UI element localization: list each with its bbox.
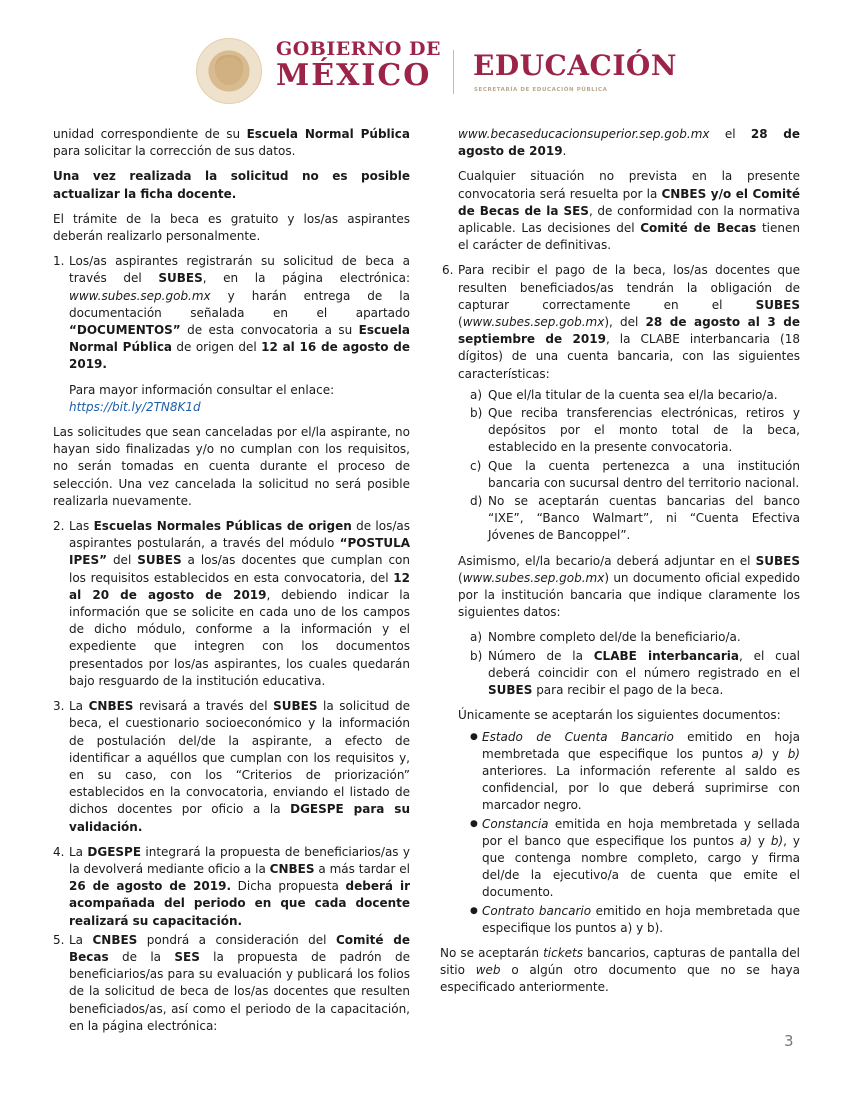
sep-subtitle: SECRETARÍA DE EDUCACIÓN PÚBLICA	[474, 87, 608, 93]
paragraph: Únicamente se aceptarán los siguientes documentos:	[458, 708, 781, 723]
numbered-item-3: 3. La CNBES revisará a través del SUBES la solicitud de beca, el cuestionario socioeconómico y la información de postulación del/de la aspirante, a efecto de identificar a aquéllos que cumplan con los requisitos y, en su caso, con los “Criterios de priorización” establecidos en la convocatoria, enviando el listado de dichos docentes por oficio a la DGESPE para su validación.	[53, 699, 410, 834]
page-number: 3	[784, 1032, 794, 1050]
paragraph: unidad correspondiente de su Escuela Normal Pública para solicitar la corrección de sus datos.	[53, 127, 410, 159]
paragraph: www.becaseducacionsuperior.sep.gob.mx el 28 de agosto de 2019.	[458, 127, 800, 159]
sub-item: c) Que la cuenta pertenezca a una institución bancaria con sucursal dentro del territorio nacional.	[470, 458, 800, 490]
paragraph: Las solicitudes que sean canceladas por el/la aspirante, no hayan sido finalizadas y/o no cumplan con los requisitos, no serán tomadas en cuenta durante el proceso de selección. Una vez cancelada la solicitud no será posible realizarla nuevamente.	[53, 425, 410, 508]
bitly-link[interactable]: https://bit.ly/2TN8K1d	[69, 399, 201, 414]
paragraph: No se aceptarán tickets bancarios, capturas de pantalla del sitio web o algún otro documento que no se haya especificado anteriormente.	[440, 945, 801, 995]
header-logos	[196, 36, 677, 106]
more-info: Para mayor información consultar el enlace: https://bit.ly/2TN8K1d	[69, 382, 335, 414]
educacion-logo: EDUCACIÓN	[473, 49, 677, 82]
bullet-item: ● Constancia emitida en hoja membretada y sellada por el banco que especifique los puntos a) y b), y que contenga nombre completo, cargo y firma del/de la ejecutivo/a de cuenta que emite el documento.	[470, 816, 800, 900]
paragraph: Cualquier situación no prevista en la presente convocatoria será resuelta por la CNBES y/o el Comité de Becas de la SES, de conformidad con la normativa aplicable. Las decisiones del Comité de Becas tienen el carácter de definitivas.	[458, 169, 800, 253]
logo-divider	[453, 50, 454, 94]
bullet-item: ● Contrato bancario emitido en hoja membretada que especifique los puntos a) y b).	[470, 903, 800, 935]
numbered-item-4: 4. La DGESPE integrará la propuesta de beneficiarios/as y la devolverá mediante oficio a la CNBES a más tardar el 26 de agosto de 2019. Dicha propuesta deberá ir acompañada del periodo en que cada docente realizará su capacitación.	[53, 844, 411, 928]
sub-item: a) Que el/la titular de la cuenta sea el/la becario/a.	[470, 387, 778, 402]
paragraph: Asimismo, el/la becario/a deberá adjuntar en el SUBES (www.subes.sep.gob.mx) un documento oficial expedido por la institución bancaria que indique claramente los siguientes datos:	[458, 553, 800, 620]
sub-item: a) Nombre completo del/de la beneficiario/a.	[470, 630, 741, 645]
bullet-item: ● Estado de Cuenta Bancario emitido en hoja membretada que especifique los puntos a) y b) anteriores. La información referente al saldo es confidencial, por lo que deberá suprimirse con marcador negro.	[470, 729, 800, 813]
numbered-item-5: 5. La CNBES pondrá a consideración del Comité de Becas de la SES la propuesta de padrón de beneficiarios/as para su evaluación y publicará los folios de la solicitud de beca de los/as docentes que resulten beneficiados/as, así como el periodo de la capacitación, en la página electrónica:	[53, 932, 411, 1033]
right-column	[442, 126, 800, 1005]
numbered-item-2: 2. Las Escuelas Normales Públicas de origen de los/as aspirantes postularán, a través del módulo “POSTULA IPES” del SUBES a los/as docentes que cumplan con los requisitos establecidos en esta convocatoria, del 12 al 20 de agosto de 2019, debiendo indicar la información que se solicite en cada uno de los campos de dicho módulo, conforme a la información y el expediente que integren con los documentos presentados por los/as aspirantes, los cuales quedarán bajo resguardo de la institución educativa.	[53, 519, 410, 688]
paragraph: El trámite de la beca es gratuito y los/as aspirantes deberán realizarlo personalmente.	[53, 211, 410, 244]
paragraph: Una vez realizada la solicitud no es posible actualizar la ficha docente.	[53, 169, 410, 201]
numbered-item-6: 6. Para recibir el pago de la beca, los/as docentes que resulten beneficiados/as tendrán la obligación de capturar correctamente en el SUBES (www.subes.sep.gob.mx), del 28 de agosto al 3 de septiembre de 2019, la CLABE interbancaria (18 dígitos) de una cuenta bancaria, con las siguientes características:	[442, 263, 800, 381]
sub-item: d) No se aceptarán cuentas bancarias del banco “IXE”, “Banco Walmart”, ni “Cuenta Efectiva Jóvenes de Bancoppel”.	[470, 494, 800, 543]
numbered-item-1: 1. Los/as aspirantes registrarán su solicitud de beca a través del SUBES, en la página electrónica: www.subes.sep.gob.mx y harán entrega de la documentación señalada en el apartado “DOCUMENTOS” de esta convocatoria a su Escuela Normal Pública de origen del 12 al 16 de agosto de 2019.	[53, 254, 411, 372]
gobierno-de-mexico-logo: GOBIERNO DE MÉXICO	[276, 38, 441, 93]
becas-url: www.becaseducacionsuperior.sep.gob.mx	[458, 127, 710, 141]
left-column	[53, 126, 410, 1043]
sub-item: b) Número de la CLABE interbancaria, el cual deberá coincidir con el número registrado en el SUBES para recibir el pago de la beca.	[470, 648, 801, 698]
sub-item: b) Que reciba transferencias electrónicas, retiros y depósitos por el monto total de la beca, establecido en la presente convocatoria.	[470, 406, 800, 455]
mexico-seal-icon	[196, 38, 262, 104]
